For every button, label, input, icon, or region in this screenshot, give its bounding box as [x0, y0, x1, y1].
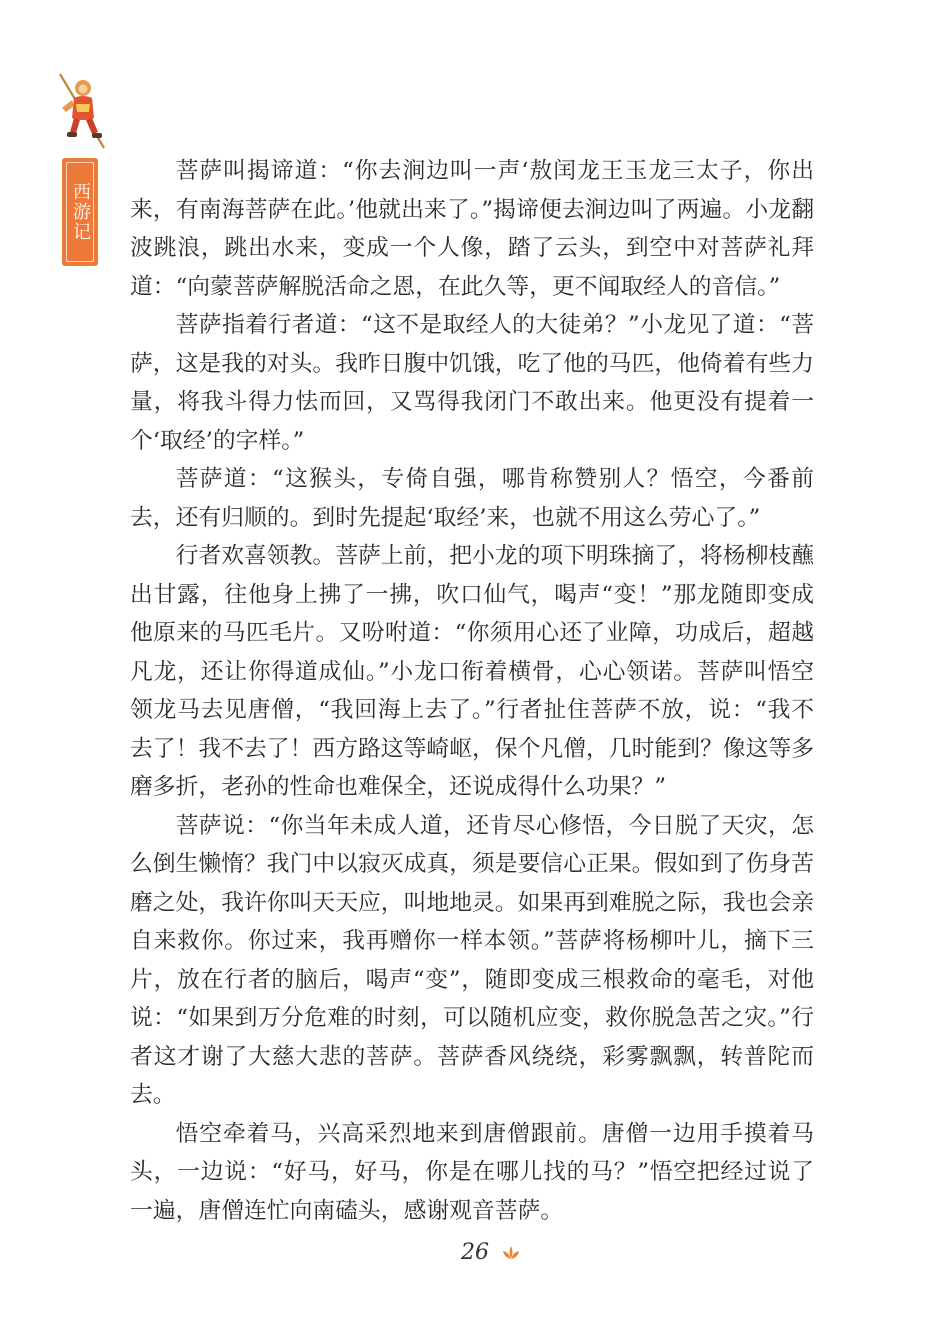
paragraph: 行者欢喜领教。菩萨上前，把小龙的项下明珠摘了，将杨柳枝蘸出甘露，往他身上拂了一拂，吹口仙气，喝声“变！”那龙随即变成他原来的马匹毛片。又吩咐道：“你须用心还了业障，功成后，超越凡龙，还让你得道成仙。”小龙口衔着横骨，心心领诺。菩萨叫悟空领龙马去见唐僧，“我回海上去了。”行者扯住菩萨不放，说：“我不去了！我不去了！西方路这等崎岖，保个凡僧，几时能到？像这等多磨多折，老孙的性命也难保全，还说成得什么功果？”: [130, 543, 814, 800]
book-title: 西游记: [70, 182, 91, 242]
chapter-text: [130, 152, 814, 1230]
monkey-king-icon: [52, 68, 112, 152]
lotus-ornament-icon: [500, 1244, 522, 1262]
paragraph: 菩萨说：“你当年未成人道，还肯尽心修悟，今日脱了天灾，怎么倒生懒惰？我门中以寂灭成真，须是要信心正果。假如到了伤身苦磨之处，我许你叫天天应，叫地地灵。如果再到难脱之际，我也会亲自来救你。你过来，我再赠你一样本领。”菩萨将杨柳叶儿，摘下三片，放在行者的脑后，喝声“变”，随即变成三根救命的毫毛，对他说：“如果到万分危难的时刻，可以随机应变，救你脱急苦之灾。”行者这才谢了大慈大悲的菩萨。菩萨香风绕绕，彩雾飘飘，转普陀而去。: [130, 812, 814, 1108]
paragraph: 菩萨叫揭谛道：“你去涧边叫一声‘敖闰龙王玉龙三太子，你出来，有南海菩萨在此。’他就出来了。”揭谛便去涧边叫了两遍。小龙翻波跳浪，跳出水来，变成一个人像，踏了云头，到空中对菩萨礼拜道：“向蒙菩萨解脱活命之恩，在此久等，更不闻取经人的音信。”: [130, 158, 814, 300]
page-number: 26: [461, 1240, 489, 1265]
book-title-tab: [62, 158, 98, 266]
paragraph: 菩萨指着行者道：“这不是取经人的大徒弟？”小龙见了道：“菩萨，这是我的对头。我昨日腹中饥饿，吃了他的马匹，他倚着有些力量，将我斗得力怯而回，又骂得我闭门不敢出来。他更没有提着一个‘取经’的字样。”: [130, 312, 814, 454]
paragraph: 悟空牵着马，兴高采烈地来到唐僧跟前。唐僧一边用手摸着马头，一边说：“好马，好马，你是在哪儿找的马？”悟空把经过说了一遍，唐僧连忙向南磕头，感谢观音菩萨。: [130, 1120, 814, 1224]
paragraph: 菩萨道：“这猴头，专倚自强，哪肯称赞别人？悟空，今番前去，还有归顺的。到时先提起‘取经’来，也就不用这么劳心了。”: [130, 466, 814, 531]
